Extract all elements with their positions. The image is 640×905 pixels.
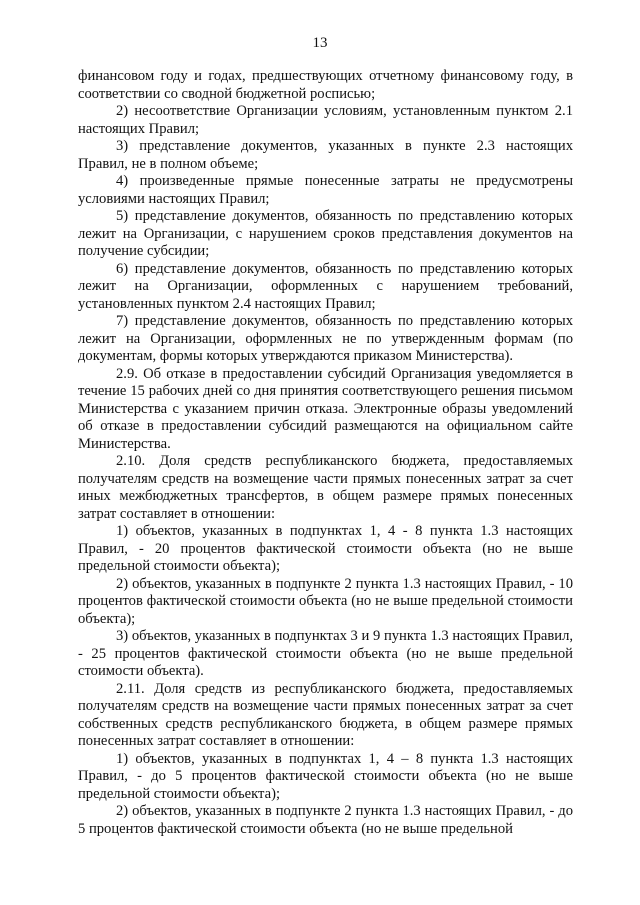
paragraph: 2.11. Доля средств из республиканского бюджета, предоставляемых получателям средств на возмещение части прямых понесенных затрат за счет собственных средств республиканского бюджета, в общем размере прямых понесенных затрат составляет в отношении: <box>78 680 573 749</box>
paragraph: 4) произведенные прямые понесенные затраты не предусмотрены условиями настоящих Правил; <box>78 173 573 207</box>
paragraph: 2) несоответствие Организации условиям, установленным пунктом 2.1 настоящих Правил; <box>78 103 573 137</box>
paragraph: 1) объектов, указанных в подпунктах 1, 4 – 8 пункта 1.3 настоящих Правил, - до 5 процентов фактической стоимости объекта (но не выше предельной стоимости объекта); <box>78 750 573 802</box>
paragraph: 2) объектов, указанных в подпункте 2 пункта 1.3 настоящих Правил, - 10 процентов фактической стоимости объекта (но не выше предельной стоимости объекта); <box>78 575 573 627</box>
paragraph: 2) объектов, указанных в подпункте 2 пункта 1.3 настоящих Правил, - до 5 процентов фактической стоимости объекта (но не выше предельной <box>78 803 573 837</box>
paragraph: 6) представление документов, обязанность по представлению которых лежит на Организации, оформленных с нарушением требований, установленных пунктом 2.4 настоящих Правил; <box>78 260 573 312</box>
paragraph: 7) представление документов, обязанность по представлению которых лежит на Организации, оформленных не по утвержденным формам (по документам, формы которых утверждаются приказом Министерства). <box>78 313 573 364</box>
paragraph: 2.10. Доля средств республиканского бюджета, предоставляемых получателям средств на возмещение части прямых понесенных затрат за счет иных межбюджетных трансфертов, в общем размере прямых понесенных затрат составляет в отношении: <box>78 453 573 522</box>
paragraph: 1) объектов, указанных в подпунктах 1, 4 - 8 пункта 1.3 настоящих Правил, - 20 процентов фактической стоимости объекта (но не выше предельной стоимости объекта); <box>78 523 573 574</box>
page-number: 13 <box>312 35 328 51</box>
paragraph: 5) представление документов, обязанность по представлению которых лежит на Организации, с нарушением сроков представления документов на получение субсидии; <box>78 208 573 259</box>
document-body <box>78 68 573 838</box>
paragraph: финансовом году и годах, предшествующих отчетному финансовому году, в соответствии со сводной бюджетной росписью; <box>78 68 573 102</box>
paragraph: 3) представление документов, указанных в пункте 2.3 настоящих Правил, не в полном объеме; <box>78 138 573 172</box>
paragraph: 3) объектов, указанных в подпунктах 3 и 9 пункта 1.3 настоящих Правил, - 25 процентов фактической стоимости объекта (но не выше предельной стоимости объекта). <box>78 628 573 679</box>
paragraph: 2.9. Об отказе в предоставлении субсидий Организация уведомляется в течение 15 рабочих дней со дня принятия соответствующего решения письмом Министерства с указанием причин отказа. Электронные образы уведомлений об отказе в предоставлении субсидий размещаются на официальном сайте Министерства. <box>78 365 573 452</box>
